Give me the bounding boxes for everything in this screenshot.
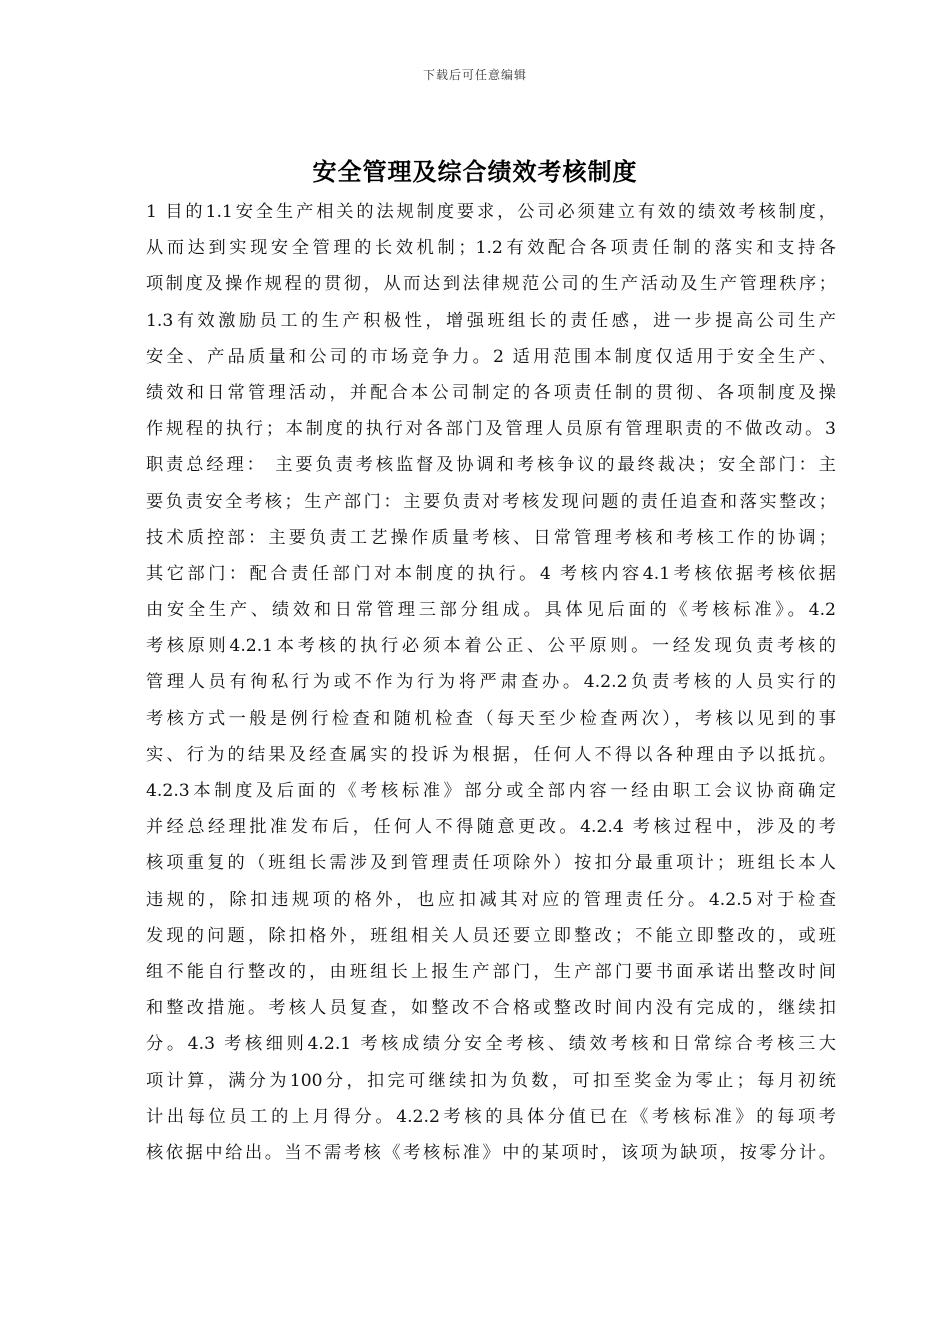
body-line: 考核方式一般是例行检查和随机检查（每天至少检查两次），考核以见到的事: [146, 708, 836, 729]
body-line: 并经总经理批准发布后，任何人不得随意更改。4.2.4 考核过程中，涉及的考: [146, 817, 836, 838]
body-line: 考核原则4.2.1本考核的执行必须本着公正、公平原则。一经发现负责考核的: [146, 636, 836, 657]
body-line: 要负责安全考核；生产部门：主要负责对考核发现问题的责任追查和落实整改；: [146, 491, 836, 512]
body-line: 实、行为的结果及经查属实的投诉为根据，任何人不得以各种理由予以抵抗。: [146, 744, 836, 765]
body-line: 分。4.3 考核细则4.2.1 考核成绩分安全考核、绩效考核和日常综合考核三大: [146, 1034, 836, 1055]
body-line: 4.2.3本制度及后面的《考核标准》部分或全部内容一经由职工会议协商确定: [146, 781, 836, 801]
body-line: 项计算，满分为100分，扣完可继续扣为负数，可扣至奖金为零止；每月初统: [146, 1070, 836, 1091]
body-line: 核依据中给出。当不需考核《考核标准》中的某项时，该项为缺项，按零分计。: [146, 1142, 836, 1163]
body-line: 1 目的1.1安全生产相关的法规制度要求，公司必须建立有效的绩效考核制度，: [146, 202, 836, 222]
body-line: 和整改措施。考核人员复查，如整改不合格或整改时间内没有完成的，继续扣: [146, 998, 836, 1019]
body-line: 作规程的执行；本制度的执行对各部门及管理人员原有管理职责的不做改动。3: [146, 419, 836, 440]
body-line: 技术质控部：主要负责工艺操作质量考核、日常管理考核和考核工作的协调；: [146, 527, 836, 548]
body-line: 违规的，除扣违规项的格外，也应扣减其对应的管理责任分。4.2.5对于检查: [146, 889, 836, 910]
body-line: 计出每位员工的上月得分。4.2.2考核的具体分值已在《考核标准》的每项考: [146, 1106, 836, 1127]
document-body: [146, 194, 836, 1171]
body-line: 其它部门：配合责任部门对本制度的执行。4 考核内容4.1考核依据考核依据: [146, 563, 836, 584]
body-line: 职责总经理： 主要负责考核监督及协调和考核争议的最终裁决；安全部门：主: [146, 455, 836, 476]
body-line: 核项重复的（班组长需涉及到管理责任项除外）按扣分最重项计；班组长本人: [146, 853, 836, 874]
body-line: 安全、产品质量和公司的市场竞争力。2 适用范围本制度仅适用于安全生产、: [146, 346, 836, 367]
body-line: 由安全生产、绩效和日常管理三部分组成。具体见后面的《考核标准》。4.2: [146, 600, 836, 621]
body-line: 发现的问题，除扣格外，班组相关人员还要立即整改；不能立即整改的，或班: [146, 925, 836, 946]
document-title: 安全管理及综合绩效考核制度: [312, 157, 638, 186]
header-note: 下载后可任意编辑: [422, 68, 527, 82]
body-line: 组不能自行整改的，由班组长上报生产部门，生产部门要书面承诺出整改时间: [146, 961, 836, 982]
body-line: 从而达到实现安全管理的长效机制；1.2有效配合各项责任制的落实和支持各: [146, 238, 836, 259]
body-line: 绩效和日常管理活动，并配合本公司制定的各项责任制的贯彻、各项制度及操: [146, 382, 836, 403]
body-line: 管理人员有徇私行为或不作为行为将严肃查办。4.2.2负责考核的人员实行的: [146, 672, 836, 693]
body-line: 项制度及操作规程的贯彻，从而达到法律规范公司的生产活动及生产管理秩序；: [146, 274, 836, 295]
body-line: 1.3有效激励员工的生产积极性，增强班组长的责任感，进一步提高公司生产: [146, 310, 836, 331]
